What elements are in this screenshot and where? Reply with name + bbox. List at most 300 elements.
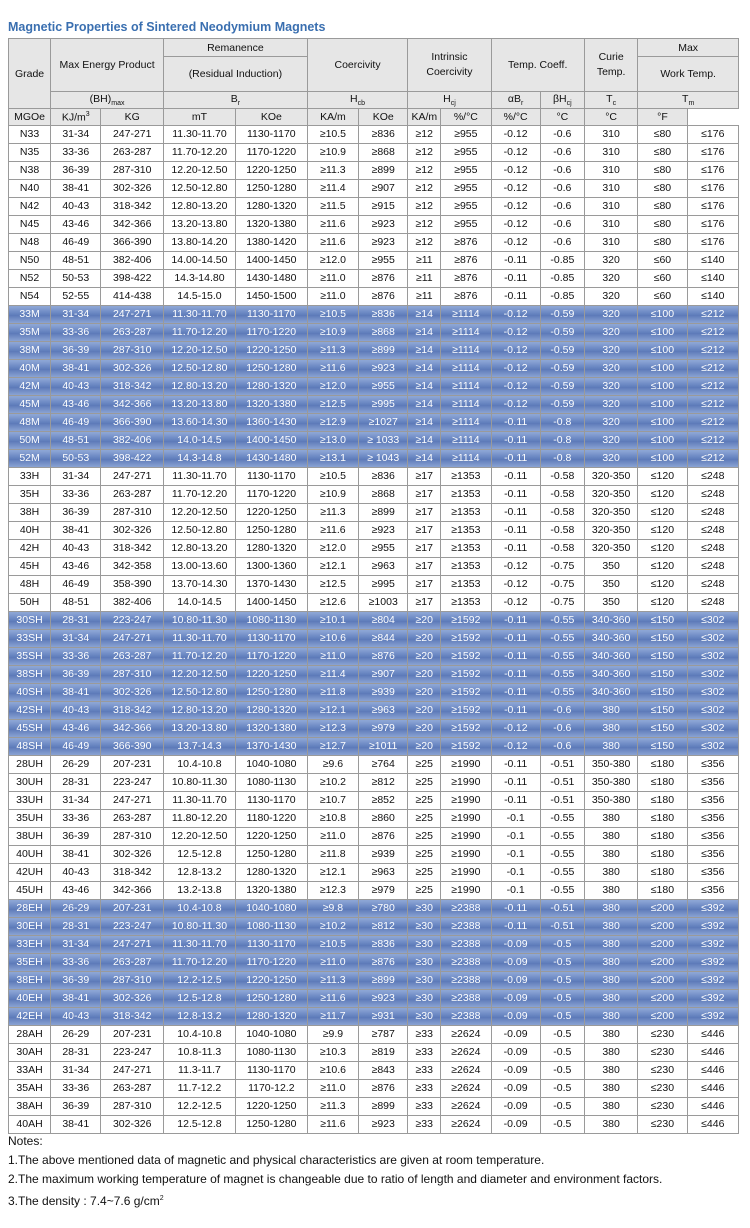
symbol-tm: $T_m$ — [638, 92, 739, 109]
table-cell: ≤150 — [638, 612, 687, 630]
table-cell: 36-39 — [51, 972, 101, 990]
table-cell: 40-43 — [51, 864, 101, 882]
table-cell: ≤392 — [687, 990, 738, 1008]
table-cell: 287-310 — [101, 972, 164, 990]
note-3: 3.The density : 7.4~7.6 $g/cm^2$ — [8, 1194, 164, 1208]
table-cell: ≤230 — [638, 1098, 687, 1116]
table-cell: ≥10.9 — [307, 324, 358, 342]
table-row — [9, 882, 739, 900]
table-row — [9, 324, 739, 342]
table-cell: ≥2624 — [441, 1044, 491, 1062]
table-row — [9, 990, 739, 1008]
table-cell: ≥2624 — [441, 1062, 491, 1080]
table-cell: ≥1990 — [441, 774, 491, 792]
table-cell: 1250-1280 — [235, 846, 307, 864]
table-cell: 31-34 — [51, 1062, 101, 1080]
table-cell: ≤230 — [638, 1026, 687, 1044]
table-cell: ≥25 — [408, 846, 441, 864]
table-cell: 366-390 — [101, 234, 164, 252]
unit-kam: KA/m — [408, 109, 441, 126]
table-cell: ≥2624 — [441, 1026, 491, 1044]
table-cell: ≥1114 — [441, 432, 491, 450]
grade-cell: 33AH — [9, 1062, 51, 1080]
grade-cell: 50M — [9, 432, 51, 450]
table-cell: ≥11 — [408, 270, 441, 288]
table-row — [9, 306, 739, 324]
table-cell: ≥979 — [359, 720, 408, 738]
table-cell: 1130-1170 — [235, 792, 307, 810]
table-cell: ≤140 — [687, 270, 738, 288]
symbol-hcb: $H_{cb}$ — [307, 92, 408, 109]
table-cell: 207-231 — [101, 756, 164, 774]
table-cell: 263-287 — [101, 954, 164, 972]
table-cell: 12.2-12.5 — [164, 1098, 236, 1116]
table-cell: 40-43 — [51, 1008, 101, 1026]
table-cell: -0.59 — [540, 306, 584, 324]
table-cell: ≥14 — [408, 450, 441, 468]
table-cell: ≤248 — [687, 558, 738, 576]
table-cell: ≥10.6 — [307, 630, 358, 648]
grade-cell: 40SH — [9, 684, 51, 702]
unit-pct-per-c: %/°C — [491, 109, 540, 126]
unit-celsius: °C — [584, 109, 637, 126]
table-cell: ≥33 — [408, 1044, 441, 1062]
table-cell: 38-41 — [51, 684, 101, 702]
table-cell: 1370-1430 — [235, 576, 307, 594]
table-cell: -0.09 — [491, 1116, 540, 1134]
table-cell: 302-326 — [101, 360, 164, 378]
table-cell: 320 — [584, 306, 637, 324]
table-cell: -0.51 — [540, 900, 584, 918]
table-cell: ≤176 — [687, 126, 738, 144]
grade-cell: 38EH — [9, 972, 51, 990]
table-cell: 380 — [584, 990, 637, 1008]
table-cell: -0.75 — [540, 558, 584, 576]
table-row — [9, 720, 739, 738]
grade-cell: 38AH — [9, 1098, 51, 1116]
table-cell: -0.5 — [540, 972, 584, 990]
table-cell: ≥1114 — [441, 414, 491, 432]
table-cell: 318-342 — [101, 864, 164, 882]
table-cell: ≤180 — [638, 774, 687, 792]
table-row — [9, 774, 739, 792]
table-cell: 318-342 — [101, 702, 164, 720]
table-cell: 12.50-12.80 — [164, 360, 236, 378]
table-cell: ≥11.3 — [307, 504, 358, 522]
table-cell: ≥11.4 — [307, 180, 358, 198]
table-cell: ≤446 — [687, 1062, 738, 1080]
table-cell: ≥955 — [441, 216, 491, 234]
table-cell: ≥1003 — [359, 594, 408, 612]
table-cell: 380 — [584, 900, 637, 918]
table-cell: -0.11 — [491, 630, 540, 648]
table-cell: ≥11.6 — [307, 1116, 358, 1134]
table-cell: ≤80 — [638, 144, 687, 162]
table-cell: 31-34 — [51, 468, 101, 486]
table-cell: 342-366 — [101, 216, 164, 234]
table-row — [9, 522, 739, 540]
table-cell: ≤446 — [687, 1026, 738, 1044]
table-cell: 1250-1280 — [235, 990, 307, 1008]
grade-cell: 28UH — [9, 756, 51, 774]
table-cell: 13.2-13.8 — [164, 882, 236, 900]
table-cell: 247-271 — [101, 936, 164, 954]
grade-cell: 42M — [9, 378, 51, 396]
table-cell: -0.85 — [540, 270, 584, 288]
table-cell: 380 — [584, 702, 637, 720]
table-cell: 36-39 — [51, 342, 101, 360]
table-cell: 43-46 — [51, 720, 101, 738]
table-row — [9, 792, 739, 810]
table-row — [9, 1026, 739, 1044]
table-cell: -0.12 — [491, 738, 540, 756]
table-cell: 382-406 — [101, 252, 164, 270]
table-cell: -0.55 — [540, 810, 584, 828]
table-cell: -0.12 — [491, 126, 540, 144]
table-cell: 33-36 — [51, 810, 101, 828]
table-cell: 320 — [584, 252, 637, 270]
table-cell: ≥10.9 — [307, 144, 358, 162]
grade-cell: 35M — [9, 324, 51, 342]
table-cell: ≥907 — [359, 666, 408, 684]
table-cell: ≥1114 — [441, 342, 491, 360]
table-cell: 14.5-15.0 — [164, 288, 236, 306]
table-cell: 320 — [584, 324, 637, 342]
table-cell: 310 — [584, 198, 637, 216]
table-cell: 11.30-11.70 — [164, 936, 236, 954]
table-cell: ≤248 — [687, 522, 738, 540]
table-cell: ≥876 — [359, 1080, 408, 1098]
table-cell: ≥9.8 — [307, 900, 358, 918]
table-cell: 12.20-12.50 — [164, 342, 236, 360]
table-cell: 13.20-13.80 — [164, 216, 236, 234]
table-cell: -0.09 — [491, 1098, 540, 1116]
table-cell: 31-34 — [51, 630, 101, 648]
table-cell: ≥12.5 — [307, 396, 358, 414]
table-cell: 11.70-12.20 — [164, 144, 236, 162]
table-cell: ≥11.8 — [307, 684, 358, 702]
table-cell: ≤150 — [638, 702, 687, 720]
table-cell: -0.5 — [540, 954, 584, 972]
table-cell: ≥14 — [408, 432, 441, 450]
table-cell: ≤100 — [638, 450, 687, 468]
table-row — [9, 360, 739, 378]
grade-cell: N40 — [9, 180, 51, 198]
table-cell: 14.0-14.5 — [164, 432, 236, 450]
table-cell: ≤140 — [687, 252, 738, 270]
table-row — [9, 864, 739, 882]
table-cell: 380 — [584, 1098, 637, 1116]
table-cell: ≤176 — [687, 162, 738, 180]
table-cell: 1130-1170 — [235, 936, 307, 954]
table-cell: 50-53 — [51, 450, 101, 468]
table-cell: -0.1 — [491, 846, 540, 864]
table-cell: 380 — [584, 1062, 637, 1080]
table-cell: -0.11 — [491, 918, 540, 936]
table-cell: ≤80 — [638, 126, 687, 144]
table-cell: ≥11.3 — [307, 162, 358, 180]
table-cell: ≥10.5 — [307, 306, 358, 324]
table-cell: -0.6 — [540, 126, 584, 144]
table-cell: -0.11 — [491, 540, 540, 558]
table-row — [9, 648, 739, 666]
table-cell: ≥1114 — [441, 396, 491, 414]
table-cell: ≥ 1043 — [359, 450, 408, 468]
table-cell: 350-380 — [584, 774, 637, 792]
table-cell: 320 — [584, 288, 637, 306]
table-cell: 12.20-12.50 — [164, 828, 236, 846]
symbol-hcj: $H_{cj}$ — [408, 92, 491, 109]
unit-celsius: °C — [540, 109, 584, 126]
table-cell: 14.0-14.5 — [164, 594, 236, 612]
table-cell: ≤120 — [638, 486, 687, 504]
grade-cell: 42SH — [9, 702, 51, 720]
table-cell: 10.4-10.8 — [164, 756, 236, 774]
table-cell: -0.55 — [540, 846, 584, 864]
table-cell: 12.80-13.20 — [164, 540, 236, 558]
table-cell: ≥2388 — [441, 972, 491, 990]
table-cell: ≤302 — [687, 684, 738, 702]
table-cell: -0.11 — [491, 432, 540, 450]
table-cell: ≥14 — [408, 378, 441, 396]
table-cell: 36-39 — [51, 828, 101, 846]
table-row — [9, 504, 739, 522]
table-cell: 10.4-10.8 — [164, 1026, 236, 1044]
symbol-bh: $(BH)_{max}$ — [51, 92, 164, 109]
table-cell: 318-342 — [101, 378, 164, 396]
table-cell: ≥11.6 — [307, 522, 358, 540]
table-cell: ≤356 — [687, 882, 738, 900]
table-cell: ≥20 — [408, 702, 441, 720]
table-cell: 350 — [584, 594, 637, 612]
unit-mgoe: MGOe — [9, 109, 51, 126]
table-cell: 350 — [584, 558, 637, 576]
table-cell: ≤120 — [638, 504, 687, 522]
table-cell: ≥11.4 — [307, 666, 358, 684]
table-cell: -0.5 — [540, 1116, 584, 1134]
table-cell: 398-422 — [101, 270, 164, 288]
table-cell: 11.30-11.70 — [164, 468, 236, 486]
table-row — [9, 1008, 739, 1026]
table-row — [9, 468, 739, 486]
table-cell: 38-41 — [51, 522, 101, 540]
table-cell: 36-39 — [51, 1098, 101, 1116]
table-cell: 33-36 — [51, 1080, 101, 1098]
table-cell: 247-271 — [101, 630, 164, 648]
table-cell: ≥33 — [408, 1116, 441, 1134]
table-cell: 13.7-14.3 — [164, 738, 236, 756]
notes-heading: Notes: — [8, 1134, 43, 1148]
table-cell: 287-310 — [101, 162, 164, 180]
table-cell: ≥11.6 — [307, 234, 358, 252]
table-cell: ≤392 — [687, 1008, 738, 1026]
table-cell: -0.6 — [540, 144, 584, 162]
table-cell: ≤392 — [687, 972, 738, 990]
table-cell: ≤212 — [687, 324, 738, 342]
grade-cell: 45UH — [9, 882, 51, 900]
table-cell: -0.09 — [491, 1080, 540, 1098]
table-cell: 13.70-14.30 — [164, 576, 236, 594]
grade-cell: 45SH — [9, 720, 51, 738]
grade-cell: 30AH — [9, 1044, 51, 1062]
table-row — [9, 180, 739, 198]
table-cell: ≥2388 — [441, 936, 491, 954]
grade-cell: 35AH — [9, 1080, 51, 1098]
table-cell: ≥899 — [359, 972, 408, 990]
table-cell: ≥939 — [359, 684, 408, 702]
table-cell: 366-390 — [101, 738, 164, 756]
table-cell: -0.12 — [491, 162, 540, 180]
table-cell: -0.85 — [540, 288, 584, 306]
table-cell: 28-31 — [51, 774, 101, 792]
table-cell: ≤100 — [638, 360, 687, 378]
header-intrinsic: Intrinsic Coercivity — [408, 39, 491, 92]
table-cell: -0.6 — [540, 180, 584, 198]
table-cell: 33-36 — [51, 954, 101, 972]
table-cell: 31-34 — [51, 126, 101, 144]
table-cell: 36-39 — [51, 504, 101, 522]
table-cell: ≤176 — [687, 198, 738, 216]
table-cell: ≤120 — [638, 558, 687, 576]
table-cell: 1430-1480 — [235, 450, 307, 468]
table-cell: ≥10.9 — [307, 486, 358, 504]
table-cell: ≤100 — [638, 342, 687, 360]
table-cell: ≥30 — [408, 1008, 441, 1026]
table-cell: 263-287 — [101, 810, 164, 828]
table-row — [9, 936, 739, 954]
table-cell: 350-380 — [584, 792, 637, 810]
table-cell: 11.30-11.70 — [164, 306, 236, 324]
table-cell: ≤230 — [638, 1044, 687, 1062]
table-cell: 1220-1250 — [235, 342, 307, 360]
table-cell: ≥25 — [408, 828, 441, 846]
table-cell: 263-287 — [101, 324, 164, 342]
table-cell: -0.75 — [540, 594, 584, 612]
table-cell: -0.55 — [540, 630, 584, 648]
table-cell: 13.20-13.80 — [164, 720, 236, 738]
table-cell: -0.85 — [540, 252, 584, 270]
table-cell: ≥20 — [408, 720, 441, 738]
table-cell: ≥11.3 — [307, 1098, 358, 1116]
grade-cell: 30UH — [9, 774, 51, 792]
table-cell: ≤212 — [687, 450, 738, 468]
table-cell: 38-41 — [51, 1116, 101, 1134]
table-cell: ≥923 — [359, 522, 408, 540]
table-row — [9, 252, 739, 270]
grade-cell: 48H — [9, 576, 51, 594]
table-cell: 1080-1130 — [235, 1044, 307, 1062]
table-cell: 1280-1320 — [235, 198, 307, 216]
table-cell: ≥1114 — [441, 450, 491, 468]
table-cell: ≥10.7 — [307, 792, 358, 810]
table-cell: ≥11.3 — [307, 342, 358, 360]
table-cell: 302-326 — [101, 522, 164, 540]
table-cell: 48-51 — [51, 432, 101, 450]
table-cell: ≥1353 — [441, 576, 491, 594]
grade-cell: N42 — [9, 198, 51, 216]
table-cell: 247-271 — [101, 1062, 164, 1080]
table-cell: ≥25 — [408, 882, 441, 900]
table-cell: ≤446 — [687, 1098, 738, 1116]
table-cell: -0.09 — [491, 1026, 540, 1044]
table-body — [9, 126, 739, 1134]
table-cell: 13.00-13.60 — [164, 558, 236, 576]
table-cell: ≤200 — [638, 954, 687, 972]
table-cell: 12.50-12.80 — [164, 684, 236, 702]
table-cell: ≤150 — [638, 720, 687, 738]
table-cell: -0.11 — [491, 648, 540, 666]
table-cell: -0.1 — [491, 828, 540, 846]
table-cell: ≥17 — [408, 468, 441, 486]
table-cell: ≥764 — [359, 756, 408, 774]
table-cell: ≥12.5 — [307, 576, 358, 594]
table-cell: 1320-1380 — [235, 882, 307, 900]
table-cell: 310 — [584, 234, 637, 252]
table-cell: 12.50-12.80 — [164, 522, 236, 540]
table-cell: ≤176 — [687, 180, 738, 198]
table-cell: ≤230 — [638, 1116, 687, 1134]
table-cell: 12.50-12.80 — [164, 180, 236, 198]
table-cell: ≥1592 — [441, 738, 491, 756]
symbol-tc: $T_c$ — [584, 92, 637, 109]
table-row — [9, 576, 739, 594]
grade-cell: 42H — [9, 540, 51, 558]
table-cell: ≥1990 — [441, 882, 491, 900]
table-cell: 1370-1430 — [235, 738, 307, 756]
table-cell: 1250-1280 — [235, 360, 307, 378]
table-cell: ≥1592 — [441, 702, 491, 720]
table-cell: ≥812 — [359, 774, 408, 792]
table-cell: 1130-1170 — [235, 1062, 307, 1080]
table-cell: -0.59 — [540, 378, 584, 396]
table-cell: ≤248 — [687, 540, 738, 558]
table-cell: 12.5-12.8 — [164, 846, 236, 864]
table-cell: ≤100 — [638, 414, 687, 432]
table-row — [9, 846, 739, 864]
table-row — [9, 216, 739, 234]
table-cell: 302-326 — [101, 684, 164, 702]
symbol-beta: $\beta H_{cj}$ — [540, 92, 584, 109]
header-coercivity: Coercivity — [307, 39, 408, 92]
table-row — [9, 738, 739, 756]
table-cell: -0.12 — [491, 378, 540, 396]
table-cell: 48-51 — [51, 594, 101, 612]
table-cell: -0.75 — [540, 576, 584, 594]
table-cell: ≤200 — [638, 972, 687, 990]
table-cell: 1170-1220 — [235, 954, 307, 972]
table-cell: ≥10.5 — [307, 126, 358, 144]
table-cell: ≥10.2 — [307, 774, 358, 792]
table-cell: ≥11.7 — [307, 1008, 358, 1026]
table-cell: -0.11 — [491, 900, 540, 918]
table-cell: -0.59 — [540, 360, 584, 378]
table-cell: ≥11.0 — [307, 828, 358, 846]
unit-fahrenheit: °F — [638, 109, 687, 126]
header-max: Max — [638, 39, 739, 57]
grade-cell: N52 — [9, 270, 51, 288]
table-row — [9, 594, 739, 612]
table-cell: ≥819 — [359, 1044, 408, 1062]
table-cell: ≥995 — [359, 576, 408, 594]
table-cell: ≥12.1 — [307, 864, 358, 882]
table-cell: ≥868 — [359, 144, 408, 162]
table-cell: ≤446 — [687, 1116, 738, 1134]
table-cell: 358-390 — [101, 576, 164, 594]
table-cell: 414-438 — [101, 288, 164, 306]
table-cell: -0.12 — [491, 396, 540, 414]
table-cell: ≥30 — [408, 972, 441, 990]
table-cell: 263-287 — [101, 486, 164, 504]
